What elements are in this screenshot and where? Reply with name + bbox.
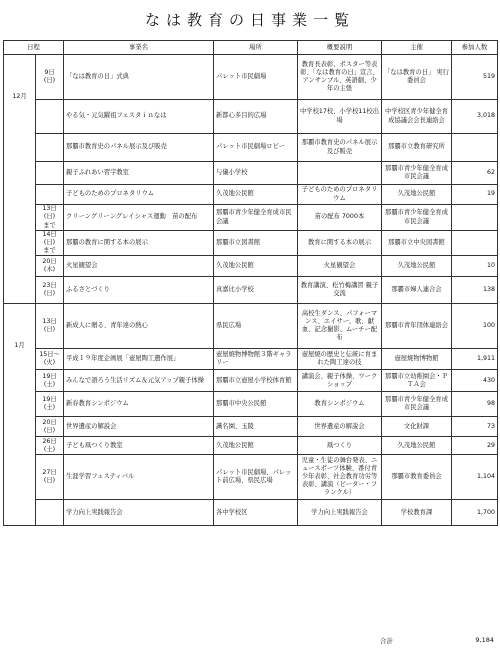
- table-row: [4, 417, 498, 437]
- description-cell: 教育講演、松竹梅講習 親子交流: [298, 277, 382, 304]
- host-cell: 久茂地公民館: [382, 256, 452, 277]
- count-cell: 1,104: [452, 455, 498, 500]
- host-cell: 久茂地公民館: [382, 185, 452, 205]
- table-row: [4, 231, 498, 256]
- table-row: [4, 370, 498, 392]
- event-name: 学力向上実践報告会: [64, 500, 214, 526]
- description-cell: 児童・生徒の舞台発表、ニュースポーツ体験、番付青少年表彰、社会教育功労等表彰、講演（ピーター・フランクル）: [298, 455, 382, 500]
- host-cell: 那覇市青少年健全育成市民会議: [382, 392, 452, 417]
- date-cell: [36, 185, 64, 205]
- description-cell: 那覇市教育史のパネル展示及び販売: [298, 134, 382, 162]
- event-name: 平成１９年度企画展「壺屋陶工遺作展」: [64, 349, 214, 370]
- host-cell: 那覇市婦人連合会: [382, 277, 452, 304]
- description-cell: 教育シンポジウム: [298, 392, 382, 417]
- host-cell: 那覇市立幼稚園会・ＰＴＡ会: [382, 370, 452, 392]
- place-cell: 壺屋焼物博物館３階ギャラリー: [214, 349, 298, 370]
- count-cell: 519: [452, 55, 498, 100]
- count-cell: 29: [452, 437, 498, 455]
- header-place: 場所: [214, 41, 298, 55]
- place-cell: 新都心多目的広場: [214, 100, 298, 134]
- table-row: [4, 277, 498, 304]
- description-cell: 教育に関する本の展示: [298, 231, 382, 256]
- place-cell: 識名園、玉陵: [214, 417, 298, 437]
- description-cell: 火星観望会: [298, 256, 382, 277]
- table-row: [4, 205, 498, 231]
- description-cell: 子どものためのプロネタリウム: [298, 185, 382, 205]
- place-cell: 那覇市中央公民館: [214, 392, 298, 417]
- place-cell: 那覇市立壺屋小学校体育館: [214, 370, 298, 392]
- host-cell: 久茂地公民館: [382, 437, 452, 455]
- host-cell: 那覇市立教育研究所: [382, 134, 452, 162]
- place-cell: 那覇市立図書館: [214, 231, 298, 256]
- event-name: 那覇の教育に関する本の展示: [64, 231, 214, 256]
- date-cell: [36, 100, 64, 134]
- host-cell: 那覇市青年団体連絡会: [382, 304, 452, 349]
- place-cell: 与儀小学校: [214, 162, 298, 185]
- place-cell: 久茂地公民館: [214, 256, 298, 277]
- description-cell: 学力向上実践報告会: [298, 500, 382, 526]
- count-cell: 19: [452, 185, 498, 205]
- count-cell: 1,700: [452, 500, 498, 526]
- date-cell: [36, 134, 64, 162]
- event-name: 親子ふれあい習字教室: [64, 162, 214, 185]
- event-name: クリーングリーングレイシャス運動 苗の配布: [64, 205, 214, 231]
- page-title: なは教育の日事業一覧: [144, 11, 355, 29]
- header-row: [4, 41, 498, 55]
- count-cell: [452, 205, 498, 231]
- host-cell: 那覇市立中央図書館: [382, 231, 452, 256]
- event-name: 世界遺産の解説会: [64, 417, 214, 437]
- table-row: [4, 256, 498, 277]
- description-cell: 壺屋焼の歴史と伝統に育まれた陶工達の技: [298, 349, 382, 370]
- host-cell: 「なは教育の日」 実行委員会: [382, 55, 452, 100]
- description-cell: 苗の配布 7000本: [298, 205, 382, 231]
- event-name: 子どものためのプロネタリウム: [64, 185, 214, 205]
- event-name: やる気・元気躍祖フェスタｉｎなは: [64, 100, 214, 134]
- count-cell: 430: [452, 370, 498, 392]
- description-cell: 高校生ダンス、パフォーマンス、エイサー、歌、献血、記念撮影、ムーチー配布: [298, 304, 382, 349]
- table-row: [4, 55, 498, 100]
- place-cell: 久茂地公民館: [214, 437, 298, 455]
- date-cell: 26日 (土): [36, 437, 64, 455]
- month-cell: 12月: [4, 55, 36, 304]
- count-cell: 100: [452, 304, 498, 349]
- host-cell: 那覇市青少年健全育成市民会議: [382, 205, 452, 231]
- count-cell: 1,911: [452, 349, 498, 370]
- date-cell: 27日 (日): [36, 455, 64, 500]
- place-cell: 真嘉比小学校: [214, 277, 298, 304]
- count-cell: 62: [452, 162, 498, 185]
- table-row: [4, 500, 498, 526]
- event-name: みんなで語ろう生活リズム＆元気アップ親子体操: [64, 370, 214, 392]
- date-cell: 15日〜 (火): [36, 349, 64, 370]
- host-cell: 壺屋焼物博物館: [382, 349, 452, 370]
- table-row: [4, 134, 498, 162]
- table-row: [4, 100, 498, 134]
- header-date: 日程: [4, 41, 64, 55]
- count-cell: 73: [452, 417, 498, 437]
- table-row: [4, 392, 498, 417]
- host-cell: 中学校区青少年健全育成協議会会長連絡会: [382, 100, 452, 134]
- place-cell: パレット市民劇場: [214, 55, 298, 100]
- total-row: [380, 636, 494, 645]
- total-value: 9,184: [475, 636, 494, 644]
- table-row: [4, 304, 498, 349]
- count-cell: 3,018: [452, 100, 498, 134]
- event-name: 新春教育シンポジウム: [64, 392, 214, 417]
- schedule-table: [3, 40, 498, 526]
- table-row: [4, 455, 498, 500]
- total-label: 合計: [380, 637, 393, 645]
- header-description: 概要説明: [298, 41, 382, 55]
- date-cell: 20日 (日): [36, 417, 64, 437]
- date-cell: 19日 (土): [36, 370, 64, 392]
- host-cell: 那覇市青少年健全育成市民会議: [382, 162, 452, 185]
- host-cell: 文化財課: [382, 417, 452, 437]
- table-row: [4, 185, 498, 205]
- header-event-name: 事業名: [64, 41, 214, 55]
- table-row: [4, 162, 498, 185]
- place-cell: パレット市民劇場、パレット前広場、県民広場: [214, 455, 298, 500]
- host-cell: 那覇市教育委員会: [382, 455, 452, 500]
- place-cell: 久茂地公民館: [214, 185, 298, 205]
- place-cell: 那覇市青少年健全育成市民会議: [214, 205, 298, 231]
- date-cell: 13日 (日): [36, 304, 64, 349]
- place-cell: パレット市民劇場ロビー: [214, 134, 298, 162]
- date-cell: 20日 (木): [36, 256, 64, 277]
- event-name: 「なは教育の日」式典: [64, 55, 214, 100]
- date-cell: 14日 (日) まで: [36, 231, 64, 256]
- date-cell: 13日 (日) まで: [36, 205, 64, 231]
- count-cell: 98: [452, 392, 498, 417]
- date-cell: [36, 162, 64, 185]
- event-name: 新成人に贈る、青年達の熱心: [64, 304, 214, 349]
- description-cell: 世界遺産の解説会: [298, 417, 382, 437]
- date-cell: 19日 (土): [36, 392, 64, 417]
- count-cell: 138: [452, 277, 498, 304]
- host-cell: 学校教育課: [382, 500, 452, 526]
- count-cell: 10: [452, 256, 498, 277]
- description-cell: 教育長表彰、ポスター等表彰、「なは教育の日」宣言、アンサンブル、英語劇、少年の主張: [298, 55, 382, 100]
- count-cell: [452, 231, 498, 256]
- description-cell: [298, 162, 382, 185]
- event-name: 火星観望会: [64, 256, 214, 277]
- event-name: 子ども凧つくり教室: [64, 437, 214, 455]
- month-cell: 1月: [4, 304, 36, 526]
- event-name: ふるさとづくり: [64, 277, 214, 304]
- description-cell: 中学校17校、小学校11校出場: [298, 100, 382, 134]
- date-cell: 9日 (日): [36, 55, 64, 100]
- place-cell: 各中学校区: [214, 500, 298, 526]
- count-cell: [452, 134, 498, 162]
- date-cell: [36, 500, 64, 526]
- table-row: [4, 437, 498, 455]
- event-name: 生涯学習フェスティバル: [64, 455, 214, 500]
- description-cell: 凧つくり: [298, 437, 382, 455]
- table-row: [4, 349, 498, 370]
- date-cell: 23日 (日): [36, 277, 64, 304]
- header-host: 主催: [382, 41, 452, 55]
- event-name: 那覇市教育史のパネル展示及び販売: [64, 134, 214, 162]
- header-count: 参加人数: [452, 41, 498, 55]
- description-cell: 講演会、親子体操、ワークショップ: [298, 370, 382, 392]
- place-cell: 県民広場: [214, 304, 298, 349]
